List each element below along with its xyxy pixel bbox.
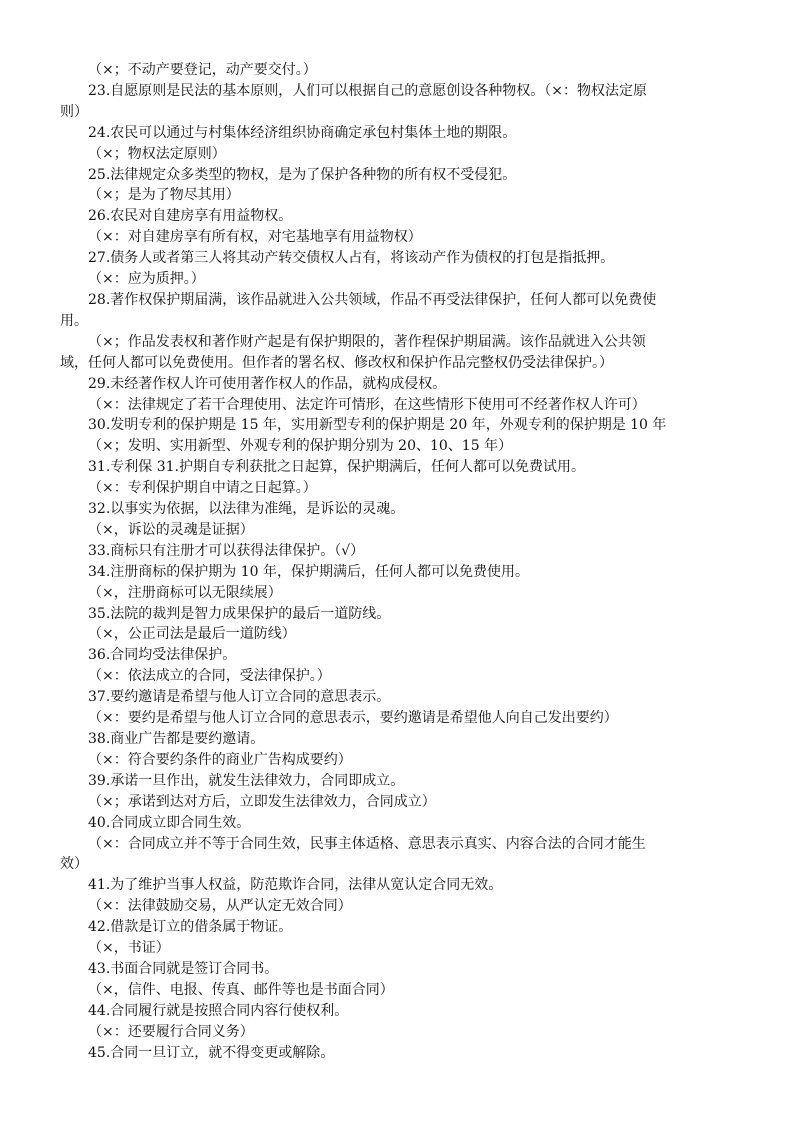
text-line: （×；是为了物尽其用） [88,187,240,204]
text-line: 42.借款是订立的借条属于物证。 [88,919,293,936]
text-line: （×：要约是希望与他人订立合同的意思表示，要约邀请是希望他人向自己发出要约） [88,710,618,727]
text-line: （×；作品发表权和著作财产起是有保护期限的，著作程保护期届满。该作品就进入公共领 [88,333,646,350]
text-line: 38.商业广告都是要约邀请。 [88,731,265,747]
text-line: 35.法院的裁判是智力成果保护的最后一道防线。 [88,605,391,622]
text-line: （×，注册商标可以无限续展） [88,584,282,601]
text-line: （×；不动产要登记，动产要交付。） [88,62,317,78]
text-line: （×：合同成立并不等于合同生效，民事主体适格、意思表示真实、内容合法的合同才能生 [88,835,646,852]
text-line: （×；物权法定原则） [88,145,226,162]
text-line: （×：法律规定了若干合理使用、法定许可情形，在这些情形下使用可不经著作权人许可） [88,396,646,413]
text-line: 23.自愿原则是民法的基本原则，人们可以根据自己的意愿创设各种物权。（×：物权法定原 [88,82,647,99]
text-line: （×，诉讼的灵魂是证据） [88,521,254,538]
text-line: 域，任何人都可以免费使用。但作者的署名权、修改权和保护作品完整权仍受法律保护。） [60,354,613,371]
text-line: 则） [60,103,88,120]
text-line: （×：依法成立的合同，受法律保护。） [88,668,331,685]
text-line: 33.商标只有注册才可以获得法律保护。（√） [88,542,365,559]
text-line: 39.承诺一旦作出，就发生法律效力，合同即成立。 [88,772,405,789]
text-line: 25.法律规定众多类型的物权，是为了保护各种物的所有权不受侵犯。 [88,166,517,183]
text-line: （×，信件、电报、传真、邮件等也是书面合同） [88,981,394,998]
text-line: （×：法律鼓励交易，从严认定无效合同） [88,898,352,915]
text-line: 37.要约邀请是希望与他人订立合同的意思表示。 [88,689,391,706]
text-line: 用。 [60,312,88,329]
text-line: 34.注册商标的保护期为 10 年，保护期满后，任何人都可以免费使用。 [88,563,529,580]
text-line: 44.合同履行就是按照合同内容行使权利。 [88,1002,349,1019]
text-line: 32.以事实为依据，以法律为准绳，是诉讼的灵魂。 [88,501,405,518]
text-line: （×：专利保护期自中请之日起算。） [88,480,317,497]
text-line: 30.发明专利的保护期是 15 年，实用新型专利的保护期是 20 年，外观专利的保护期是 10 年 [88,417,667,434]
text-line: （×：还要履行合同义务） [88,1023,254,1040]
text-line: 28.著作权保护期届满，该作品就进入公共领域，作品不再受法律保护，任何人都可以免费使 [88,291,657,308]
text-line: 41.为了维护当事人权益，防范欺诈合同，法律从宽认定合同无效。 [88,877,503,894]
text-line: （×，公正司法是最后一道防线） [88,626,296,643]
text-line: 36.合同均受法律保护。 [88,647,237,664]
text-line: 29.未经著作权人许可使用著作权人的作品，就构成侵权。 [88,375,447,392]
text-line: 43.书面合同就是签订合同书。 [88,960,279,977]
text-line: 24.农民可以通过与村集体经济组织协商确定承包村集体土地的期限。 [88,124,517,141]
text-line: （×：应为质押。） [88,271,205,288]
text-line: 31.专利保 31.护期自专利获批之日起算，保护期满后，任何人都可以免费试用。 [88,459,585,476]
text-line: 45.合同一旦订立，就不得变更或解除。 [88,1044,335,1061]
text-line: （×；承诺到达对方后，立即发生法律效力，合同成立） [88,793,436,810]
text-line: 26.农民对自建房享有用益物权。 [88,208,293,225]
text-line: （×：符合要约条件的商业广告构成要约） [88,751,352,768]
text-line: 效） [60,856,88,873]
text-line: 40.合同成立即合同生效。 [88,814,251,831]
text-line: （×；发明、实用新型、外观专利的保护期分别为 20、10、15 年） [88,438,513,455]
text-line: （×：对自建房享有所有权，对宅基地享有用益物权） [88,229,422,246]
text-line: 27.债务人或者第三人将其动产转交债权人占有，将该动产作为债权的打包是指抵押。 [88,250,615,267]
text-line: （×，书证） [88,940,170,957]
document-body [60,60,740,1064]
